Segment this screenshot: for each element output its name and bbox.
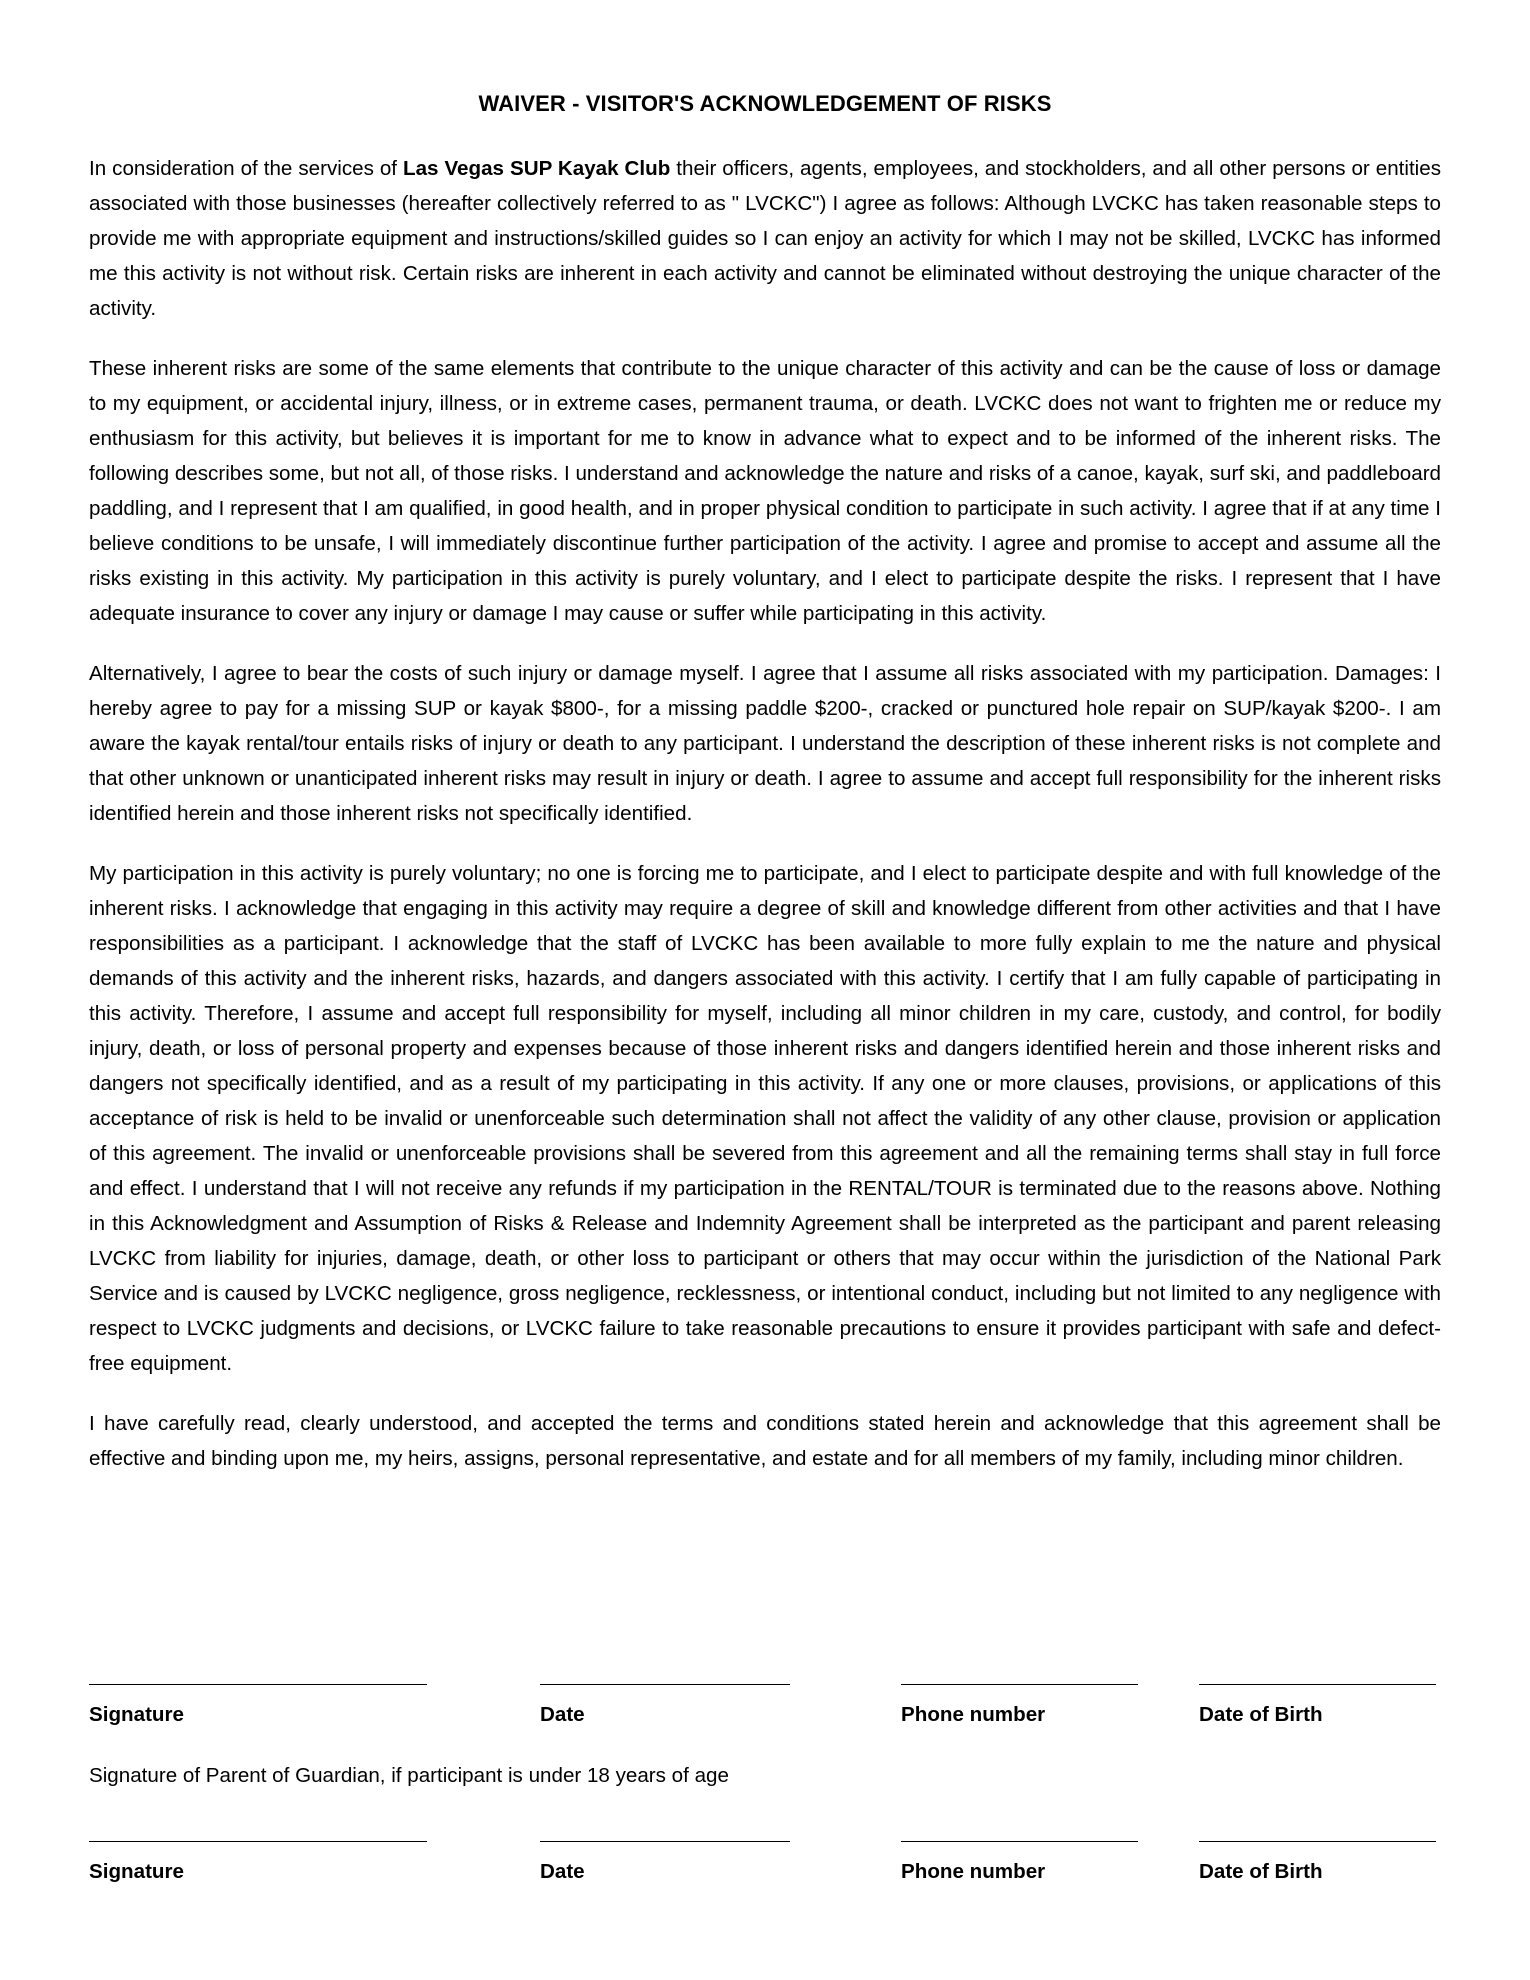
date-label: Date xyxy=(540,1860,585,1883)
phone-line[interactable] xyxy=(901,1819,1138,1842)
signature-label: Signature xyxy=(89,1703,184,1726)
dob-label: Date of Birth xyxy=(1199,1860,1323,1883)
guardian-phone-field[interactable] xyxy=(901,1819,1138,1884)
paragraph-acceptance: I have carefully read, clearly understood, and accepted the terms and conditions stated herein and acknowledge that this agreement shall be effective and binding upon me, my heirs, assigns, personal representative, and estate and for all members of my family, including minor children. xyxy=(89,1412,1441,1470)
parent-guardian-note: Signature of Parent of Guardian, if participant is under 18 years of age xyxy=(89,1764,729,1787)
club-name: Las Vegas SUP Kayak Club xyxy=(403,157,671,180)
guardian-signature-row xyxy=(0,1819,1530,1889)
date-line[interactable] xyxy=(540,1662,790,1685)
paragraph-voluntary-participation: My participation in this activity is purely voluntary; no one is forcing me to participate, and I elect to participate despite and with full knowledge of the inherent risks. I acknowledge that engaging in this activity may require a degree of skill and knowledge different from other activities and that I have responsibilities as a participant. I acknowledge that the staff of LVCKC has been available to more fully explain to me the nature and physical demands of this activity and the inherent risks, hazards, and dangers associated with this activity. I certify that I am fully capable of participating in this activity. Therefore, I assume and accept full responsibility for myself, including all minor children in my care, custody, and control, for bodily injury, death, or loss of personal property and expenses because of those inherent risks and dangers identified herein and those inherent risks and dangers not specifically identified, and as a result of my participating in this activity. If any one or more clauses, provisions, or applications of this acceptance of risk is held to be invalid or unenforceable such determination shall not affect the validity of any other clause, provision or application of this agreement. The invalid or unenforceable provisions shall be severed from this agreement and all the remaining terms shall stay in full force and effect. I understand that I will not receive any refunds if my participation in the RENTAL/TOUR is terminated due to the reasons above. Nothing in this Acknowledgment and Assumption of Risks & Release and Indemnity Agreement shall be interpreted as the participant and parent releasing LVCKC from liability for injuries, damage, death, or other loss to participant or others that may occur within the jurisdiction of the National Park Service and is caused by LVCKC negligence, gross negligence, recklessness, or intentional conduct, including but not limited to any negligence with respect to LVCKC judgments and decisions, or LVCKC failure to take reasonable precautions to ensure it provides participant with safe and defect-free equipment. xyxy=(89,862,1441,1375)
date-label: Date xyxy=(540,1703,585,1726)
dob-line[interactable] xyxy=(1199,1662,1436,1685)
participant-dob-field[interactable] xyxy=(1199,1662,1436,1727)
paragraph-inherent-risks: These inherent risks are some of the same elements that contribute to the unique character of this activity and can be the cause of loss or damage to my equipment, or accidental injury, illness, or in extreme cases, permanent trauma, or death. LVCKC does not want to frighten me or reduce my enthusiasm for this activity, but believes it is important for me to know in advance what to expect and to be informed of the inherent risks. The following describes some, but not all, of those risks. I understand and acknowledge the nature and risks of a canoe, kayak, surf ski, and paddleboard paddling, and I represent that I am qualified, in good health, and in proper physical condition to participate in such activity. I agree that if at any time I believe conditions to be unsafe, I will immediately discontinue further participation of the activity. I agree and promise to accept and assume all the risks existing in this activity. My participation in this activity is purely voluntary, and I elect to participate despite the risks. I represent that I have adequate insurance to cover any injury or damage I may cause or suffer while participating in this activity. xyxy=(89,357,1441,625)
paragraph-consideration-suffix: their officers, agents, employees, and stockholders, and all other persons or entities associated with those businesses (hereafter collectively referred to as " LVCKC") I agree as follows: Although LVCKC has taken reasonable steps to provide me with appropriate equipment and instructions/skilled guides so I can enjoy an activity for which I may not be skilled, LVCKC has informed me this activity is not without risk. Certain risks are inherent in each activity and cannot be eliminated without destroying the unique character of the activity. xyxy=(89,157,1442,320)
phone-label: Phone number xyxy=(901,1703,1046,1726)
waiver-body xyxy=(89,151,1441,1501)
guardian-signature-field[interactable] xyxy=(89,1819,427,1884)
participant-signature-field[interactable] xyxy=(89,1662,427,1727)
participant-date-field[interactable] xyxy=(540,1662,790,1727)
signature-line[interactable] xyxy=(89,1819,427,1842)
guardian-dob-field[interactable] xyxy=(1199,1819,1436,1884)
signature-line[interactable] xyxy=(89,1662,427,1685)
participant-signature-row xyxy=(0,1662,1530,1732)
paragraph-consideration-prefix: In consideration of the services of xyxy=(89,157,403,180)
page-title: WAIVER - VISITOR'S ACKNOWLEDGEMENT OF RISKS xyxy=(478,91,1052,116)
dob-line[interactable] xyxy=(1199,1819,1436,1842)
paragraph-damages: Alternatively, I agree to bear the costs of such injury or damage myself. I agree that I assume all risks associated with my participation. Damages: I hereby agree to pay for a missing SUP or kayak $800-, for a missing paddle $200-, cracked or punctured hole repair on SUP/kayak $200-. I am aware the kayak rental/tour entails risks of injury or death to any participant. I understand the description of these inherent risks is not complete and that other unknown or unanticipated inherent risks may result in injury or death. I agree to assume and accept full responsibility for the inherent risks identified herein and those inherent risks not specifically identified. xyxy=(89,662,1441,825)
guardian-date-field[interactable] xyxy=(540,1819,790,1884)
participant-phone-field[interactable] xyxy=(901,1662,1138,1727)
signature-label: Signature xyxy=(89,1860,184,1883)
date-line[interactable] xyxy=(540,1819,790,1842)
phone-label: Phone number xyxy=(901,1860,1046,1883)
paragraph-consideration xyxy=(89,151,1441,326)
phone-line[interactable] xyxy=(901,1662,1138,1685)
dob-label: Date of Birth xyxy=(1199,1703,1323,1726)
